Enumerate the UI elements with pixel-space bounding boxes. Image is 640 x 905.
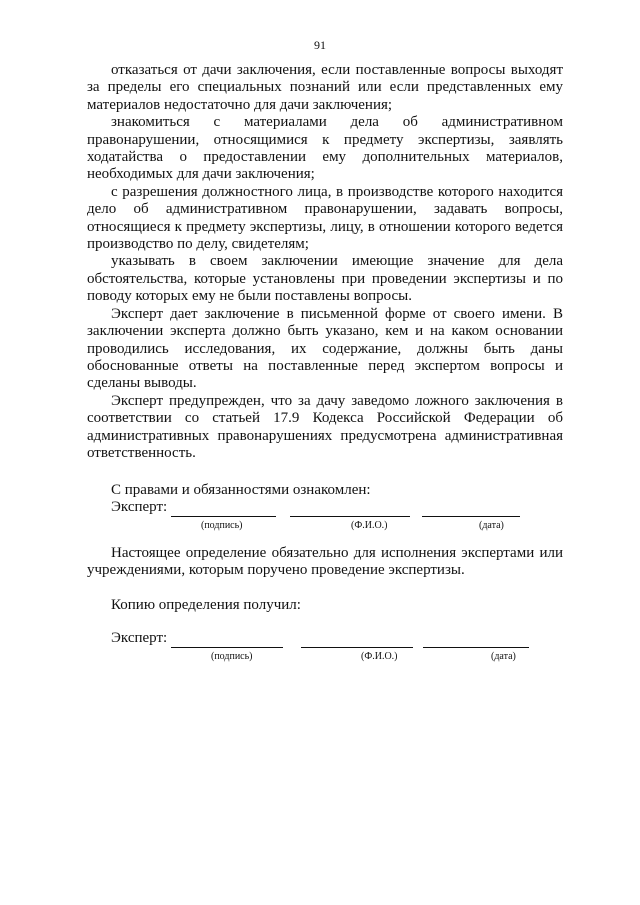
acknowledgement-captions [87, 517, 563, 531]
paragraph-refuse-conclusion: отказаться от дачи заключения, если поставленные вопросы выходят за пределы его специальных познаний или если представленных ему материалов недостаточно для дачи заключения; [87, 62, 563, 113]
page-number: 91 [314, 38, 326, 52]
acknowledgement-block [87, 482, 563, 531]
signature-blank [171, 502, 276, 517]
paragraph-liability-warning: Эксперт предупрежден, что за дачу заведомо ложного заключения в соответствии со статьей 17.9 Кодекса Российской Федерации об административных правонарушениях предусмотрена административная ответственность. [87, 392, 563, 461]
full-name-blank [290, 502, 410, 517]
full-name-caption: (Ф.И.О.) [361, 650, 398, 662]
signature-caption: (подпись) [201, 519, 243, 531]
signature-caption: (подпись) [211, 650, 253, 662]
expert-label: Эксперт: [111, 630, 168, 647]
date-blank [422, 502, 520, 517]
copy-received-signature-line [87, 630, 563, 647]
copy-received-captions [87, 648, 563, 662]
full-name-blank [301, 633, 413, 648]
acknowledgement-signature-line [87, 499, 563, 516]
signature-blank [171, 633, 283, 648]
date-blank [423, 633, 529, 648]
paragraph-ask-questions: с разрешения должностного лица, в производстве которого находится дело об административном правонарушении, задавать вопросы, относящиеся к предмету экспертизы, лицу, в отношении которого ведется производство по делу, свидетелям; [87, 183, 563, 253]
paragraph-written-conclusion: Эксперт дает заключение в письменной форме от своего имени. В заключении эксперта должно быть указано, кем и на каком основании проводились исследования, их содержание, должны быть даны обоснованные ответы на поставленные перед экспертом вопросы и сделаны выводы. [87, 305, 563, 392]
copy-received-block [87, 597, 563, 662]
binding-note: Настоящее определение обязательно для исполнения экспертами или учреждениями, которым поручено проведение экспертизы. [87, 545, 563, 579]
date-caption: (дата) [491, 650, 516, 662]
acknowledgement-heading: С правами и обязанностями ознакомлен: [111, 482, 371, 498]
paragraph-state-circumstances: указывать в своем заключении имеющие значение для дела обстоятельства, которые установлены при проведении экспертизы и по поводу которых ему не были поставлены вопросы. [87, 253, 563, 305]
paragraph-review-materials: знакомиться с материалами дела об административном правонарушении, относящимися к предмету экспертизы, заявлять ходатайства о предоставлении ему дополнительных материалов, необходимых для дачи заключения; [87, 114, 563, 183]
date-caption: (дата) [479, 519, 504, 531]
full-name-caption: (Ф.И.О.) [351, 519, 388, 531]
expert-label: Эксперт: [111, 499, 168, 516]
copy-received-heading: Копию определения получил: [111, 597, 301, 613]
expert-rights-text [87, 62, 563, 462]
